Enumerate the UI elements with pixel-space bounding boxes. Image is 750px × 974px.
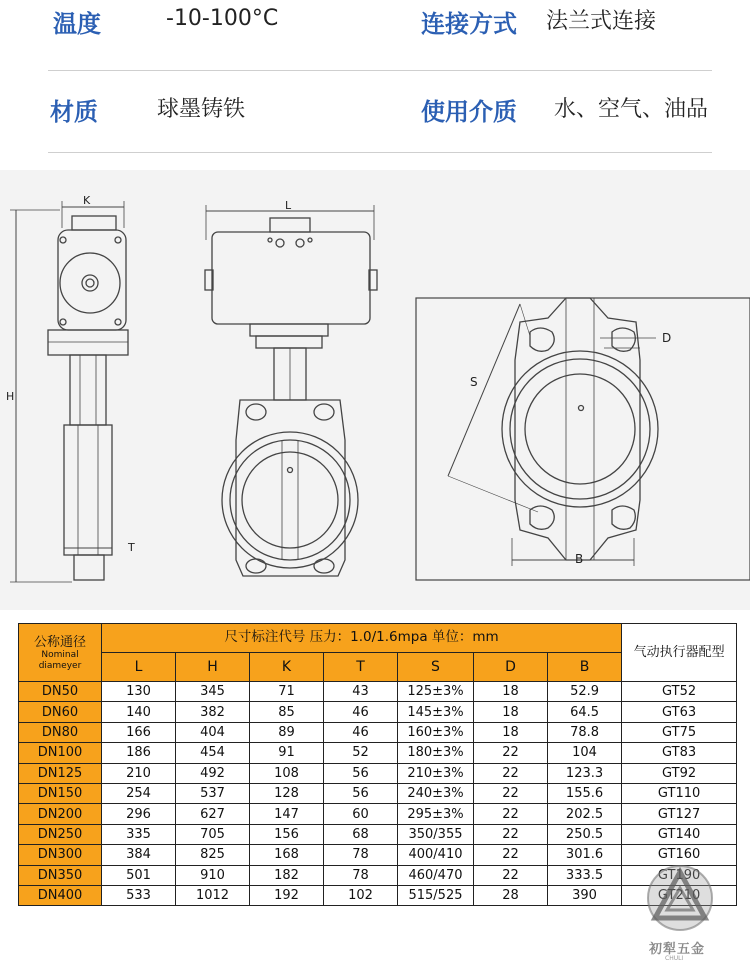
side-view-drawing: [10, 201, 128, 582]
cell-d: 22: [474, 865, 548, 885]
actuator-cell: GT127: [622, 804, 737, 824]
cell-t: 46: [324, 722, 398, 742]
divider: [48, 152, 712, 153]
table-row: [19, 804, 737, 824]
connection-value: 法兰式连接: [546, 9, 657, 34]
actuator-cell: GT52: [622, 682, 737, 702]
cell-k: 156: [250, 824, 324, 844]
actuator-cell: GT63: [622, 702, 737, 722]
cell-b: 202.5: [548, 804, 622, 824]
cell-b: 64.5: [548, 702, 622, 722]
cell-k: 108: [250, 763, 324, 783]
cell-b: 155.6: [548, 783, 622, 803]
actuator-cell: GT92: [622, 763, 737, 783]
dim-label-t: T: [128, 541, 135, 554]
cell-l: 210: [102, 763, 176, 783]
table-row: [19, 885, 737, 905]
watermark-logo: [645, 858, 715, 970]
technical-drawing: [0, 170, 750, 610]
cell-t: 68: [324, 824, 398, 844]
cell-b: 52.9: [548, 682, 622, 702]
temperature-label: 温度: [53, 10, 101, 38]
dim-label-b: B: [575, 552, 584, 566]
cell-h: 627: [176, 804, 250, 824]
cell-k: 128: [250, 783, 324, 803]
front-view-drawing: [205, 205, 377, 576]
cell-k: 182: [250, 865, 324, 885]
table-row: [19, 682, 737, 702]
nominal-diameter-cell: DN60: [19, 702, 102, 722]
cell-s: 145±3%: [398, 702, 474, 722]
nominal-diameter-cell: DN80: [19, 722, 102, 742]
cell-l: 130: [102, 682, 176, 702]
cell-d: 18: [474, 702, 548, 722]
table-row: [19, 783, 737, 803]
column-header-h: H: [176, 653, 250, 682]
cell-t: 56: [324, 763, 398, 783]
medium-label: 使用介质: [421, 98, 517, 126]
cell-h: 454: [176, 743, 250, 763]
cell-d: 22: [474, 763, 548, 783]
nominal-en-1: Nominal: [41, 649, 79, 660]
actuator-cell: GT140: [622, 824, 737, 844]
cell-b: 301.6: [548, 845, 622, 865]
cell-k: 91: [250, 743, 324, 763]
connection-label: 连接方式: [421, 10, 517, 38]
cell-h: 537: [176, 783, 250, 803]
cell-s: 160±3%: [398, 722, 474, 742]
column-header-l: L: [102, 653, 176, 682]
cell-b: 333.5: [548, 865, 622, 885]
dim-label-s: S: [470, 375, 478, 389]
table-row: [19, 722, 737, 742]
spec-table: [18, 623, 737, 906]
dim-label-h: H: [6, 390, 15, 403]
nominal-diameter-cell: DN50: [19, 682, 102, 702]
cell-l: 501: [102, 865, 176, 885]
table-row: [19, 865, 737, 885]
cell-t: 102: [324, 885, 398, 905]
cell-t: 78: [324, 865, 398, 885]
table-row: [19, 845, 737, 865]
table-row: [19, 743, 737, 763]
cell-d: 28: [474, 885, 548, 905]
table-row: [19, 824, 737, 844]
temperature-value: -10-100°C: [166, 6, 279, 31]
material-label: 材质: [50, 98, 98, 126]
spec-row-2: [0, 80, 750, 160]
cell-d: 22: [474, 804, 548, 824]
cell-b: 250.5: [548, 824, 622, 844]
cell-s: 210±3%: [398, 763, 474, 783]
cell-k: 85: [250, 702, 324, 722]
actuator-cell: GT110: [622, 783, 737, 803]
column-header-b: B: [548, 653, 622, 682]
cell-t: 52: [324, 743, 398, 763]
cell-s: 295±3%: [398, 804, 474, 824]
column-header-t: T: [324, 653, 398, 682]
table-title: 尺寸标注代号 压力：1.0/1.6mpa 单位：mm: [102, 624, 622, 653]
nominal-header: [19, 624, 102, 682]
cell-l: 254: [102, 783, 176, 803]
triangle-logo-icon: [645, 858, 715, 938]
nominal-diameter-cell: DN400: [19, 885, 102, 905]
nominal-diameter-cell: DN350: [19, 865, 102, 885]
cell-h: 382: [176, 702, 250, 722]
cell-s: 460/470: [398, 865, 474, 885]
cell-t: 78: [324, 845, 398, 865]
dim-label-d: D: [662, 331, 672, 345]
cell-h: 492: [176, 763, 250, 783]
cell-k: 89: [250, 722, 324, 742]
dim-label-l: L: [285, 199, 292, 212]
actuator-cell: GT83: [622, 743, 737, 763]
table-row: [19, 702, 737, 722]
cell-h: 825: [176, 845, 250, 865]
cell-b: 104: [548, 743, 622, 763]
cell-l: 186: [102, 743, 176, 763]
cell-l: 335: [102, 824, 176, 844]
cell-b: 390: [548, 885, 622, 905]
cell-h: 345: [176, 682, 250, 702]
cell-k: 71: [250, 682, 324, 702]
cell-l: 296: [102, 804, 176, 824]
cell-h: 404: [176, 722, 250, 742]
medium-value: 水、空气、油品: [554, 97, 709, 122]
actuator-cell: GT75: [622, 722, 737, 742]
cell-t: 56: [324, 783, 398, 803]
cell-h: 1012: [176, 885, 250, 905]
cell-s: 515/525: [398, 885, 474, 905]
cell-s: 350/355: [398, 824, 474, 844]
cell-d: 18: [474, 682, 548, 702]
spec-row-1: [0, 0, 750, 80]
cell-d: 22: [474, 824, 548, 844]
cell-t: 60: [324, 804, 398, 824]
cell-b: 78.8: [548, 722, 622, 742]
cell-t: 46: [324, 702, 398, 722]
cell-d: 22: [474, 783, 548, 803]
divider: [48, 70, 712, 71]
nominal-diameter-cell: DN250: [19, 824, 102, 844]
nominal-diameter-cell: DN300: [19, 845, 102, 865]
cell-s: 180±3%: [398, 743, 474, 763]
column-header-d: D: [474, 653, 548, 682]
watermark-sub: CHULI: [665, 955, 684, 962]
cell-s: 400/410: [398, 845, 474, 865]
column-header-k: K: [250, 653, 324, 682]
cell-b: 123.3: [548, 763, 622, 783]
cell-l: 384: [102, 845, 176, 865]
cell-t: 43: [324, 682, 398, 702]
actuator-cell: GT160: [622, 845, 737, 865]
cell-l: 140: [102, 702, 176, 722]
cell-s: 125±3%: [398, 682, 474, 702]
cell-d: 18: [474, 722, 548, 742]
nominal-diameter-cell: DN100: [19, 743, 102, 763]
nominal-cn: 公称通径: [33, 634, 86, 650]
material-value: 球墨铸铁: [157, 97, 246, 122]
detail-view-drawing: [416, 298, 750, 580]
nominal-en-2: diameyer: [38, 661, 82, 671]
cell-h: 910: [176, 865, 250, 885]
cell-l: 533: [102, 885, 176, 905]
nominal-diameter-cell: DN150: [19, 783, 102, 803]
nominal-diameter-cell: DN200: [19, 804, 102, 824]
cell-s: 240±3%: [398, 783, 474, 803]
nominal-diameter-cell: DN125: [19, 763, 102, 783]
dim-label-k: K: [83, 194, 91, 207]
cell-k: 192: [250, 885, 324, 905]
cell-d: 22: [474, 743, 548, 763]
watermark-text: 初犁五金: [649, 942, 706, 957]
cell-k: 147: [250, 804, 324, 824]
table-row: [19, 763, 737, 783]
column-header-s: S: [398, 653, 474, 682]
cell-l: 166: [102, 722, 176, 742]
actuator-header: 气动执行器配型: [622, 624, 737, 682]
cell-h: 705: [176, 824, 250, 844]
cell-k: 168: [250, 845, 324, 865]
cell-d: 22: [474, 845, 548, 865]
